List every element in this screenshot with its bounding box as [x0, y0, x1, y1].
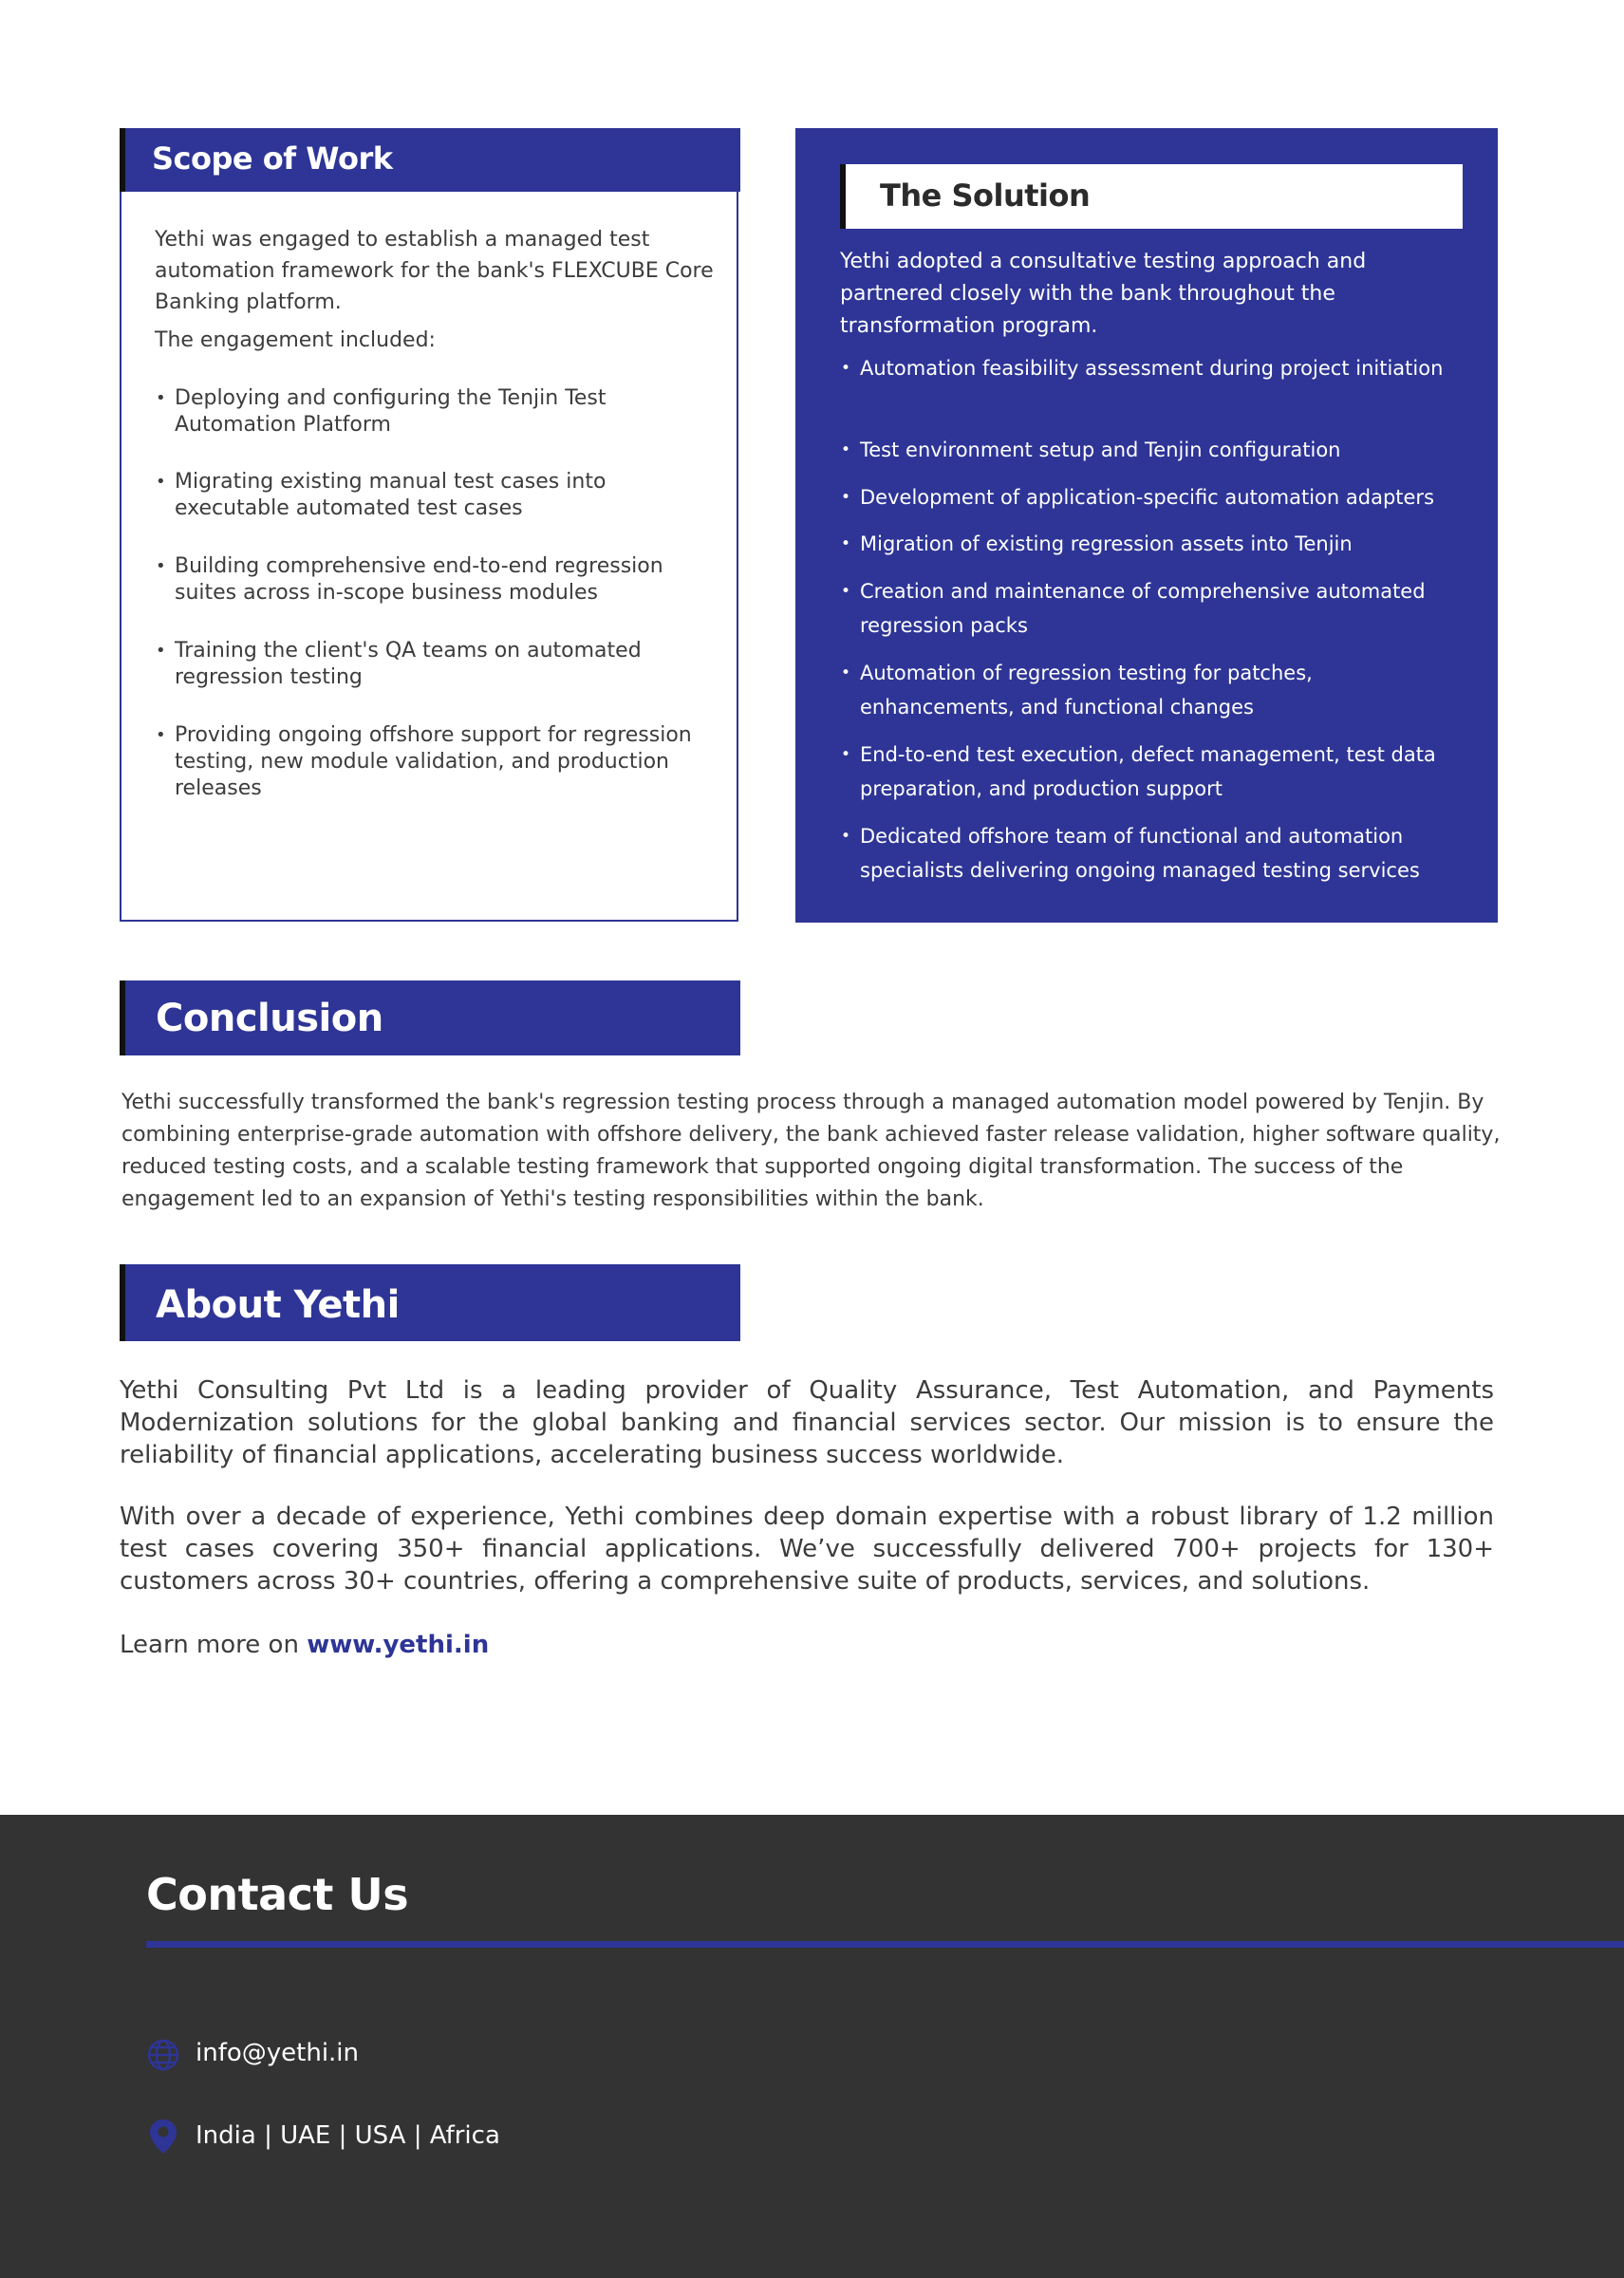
solution-intro-text: Yethi adopted a consultative testing approach and partnered closely with the bank throughout the transformation program.: [840, 250, 1367, 338]
solution-title: The Solution: [880, 177, 1091, 214]
solution-list-item: • Test environment setup and Tenjin configuration: [860, 433, 1467, 467]
conclusion-title: Conclusion: [156, 997, 383, 1040]
contact-divider: [146, 1941, 1624, 1948]
contact-locations: India | UAE | USA | Africa: [196, 2121, 500, 2150]
globe-icon: [147, 2039, 179, 2071]
about-title: About Yethi: [156, 1283, 400, 1327]
solution-list-item: • Automation of regression testing for patches, enhancements, and functional changes: [860, 656, 1467, 724]
contact-title: Contact Us: [146, 1869, 409, 1920]
contact-email[interactable]: info@yethi.in: [196, 2039, 360, 2067]
scope-included-label: The engagement included:: [155, 328, 436, 352]
scope-list-item: • Training the client's QA teams on automated regression testing: [175, 638, 716, 691]
learn-more-line: [120, 1629, 489, 1661]
solution-list-item: • End-to-end test execution, defect management, test data preparation, and production support: [860, 738, 1467, 806]
scope-intro-text: Yethi was engaged to establish a managed test automation framework for the bank's FLEXCUBE Core Banking platform.: [155, 228, 714, 314]
solution-list-item: • Development of application-specific automation adapters: [860, 480, 1467, 514]
scope-list-item: • Building comprehensive end-to-end regression suites across in-scope business modules: [175, 553, 716, 607]
scope-of-work-title: Scope of Work: [152, 140, 393, 177]
about-paragraph: Yethi Consulting Pvt Ltd is a leading provider of Quality Assurance, Test Automation, and Payments Modernization solutions for the global banking and financial services sector. Our mission is to ensure the reliability of financial applications, accelerating business success worldwide.: [120, 1376, 1494, 1469]
scope-list-item: • Migrating existing manual test cases into executable automated test cases: [175, 469, 716, 522]
solution-list-item: • Dedicated offshore team of functional and automation specialists delivering ongoing managed testing services: [860, 819, 1467, 887]
solution-list-item: • Automation feasibility assessment during project initiation: [860, 351, 1467, 385]
location-pin-icon: [149, 2119, 177, 2155]
learn-more-text: Learn more on: [120, 1631, 308, 1659]
scope-list-item: • Providing ongoing offshore support for regression testing, new module validation, and production releases: [175, 722, 716, 802]
conclusion-text: Yethi successfully transformed the bank's regression testing process through a managed automation model powered by Tenjin. By combining enterprise-grade automation with offshore delivery, the bank achieved faster release validation, higher software quality, reduced testing costs, and a scalable testing framework that supported ongoing digital transformation. The success of the engagement led to an expansion of Yethi's testing responsibilities within the bank.: [121, 1091, 1501, 1211]
solution-list-item: • Migration of existing regression assets into Tenjin: [860, 527, 1467, 561]
website-link[interactable]: www.yethi.in: [307, 1631, 490, 1659]
solution-list-item: • Creation and maintenance of comprehensive automated regression packs: [860, 574, 1467, 643]
about-paragraph: With over a decade of experience, Yethi combines deep domain expertise with a robust library of 1.2 million test cases covering 350+ financial applications. We’ve successfully delivered 700+ projects for 130+ customers across 30+ countries, offering a comprehensive suite of products, services, and solutions.: [120, 1503, 1494, 1596]
scope-list-item: • Deploying and configuring the Tenjin Test Automation Platform: [175, 385, 716, 439]
